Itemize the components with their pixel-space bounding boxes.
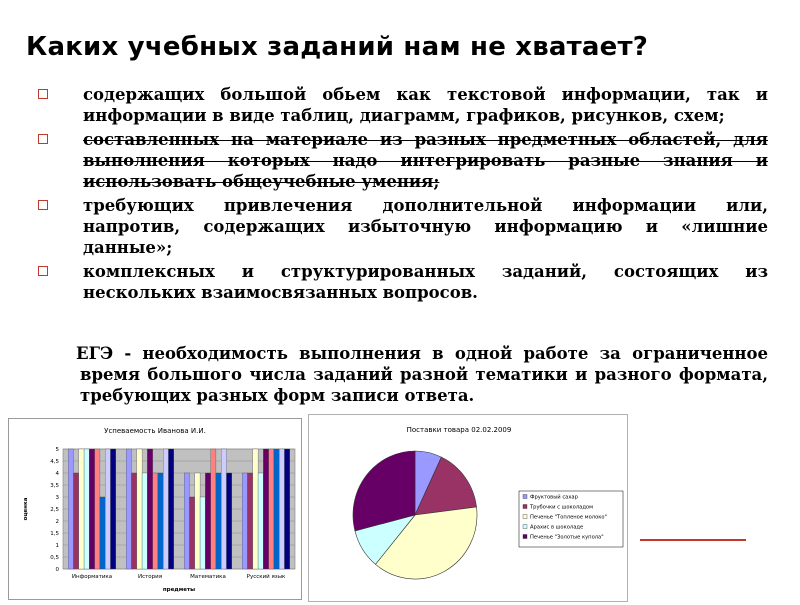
legend-label: Печенье "Золотые купола": [530, 534, 604, 541]
legend-label: Печенье "Топленое молоко": [530, 514, 607, 521]
bar: [147, 449, 152, 569]
bar: [184, 473, 189, 569]
bar: [68, 449, 73, 569]
square-bullet-icon: [38, 200, 48, 210]
bullet-list: [38, 84, 768, 306]
legend-swatch: [523, 535, 527, 539]
bar: [153, 473, 158, 569]
ege-note: ЕГЭ - необходимость выполнения в одной работе за ограниченное время большого числа заданий разной тематики и разного формата, требующих разных форм записи ответа.: [76, 344, 768, 405]
y-tick-label: 4,5: [50, 459, 59, 465]
bar: [195, 473, 200, 569]
bar-chart-panel: [8, 418, 302, 600]
y-axis-label: оценка: [23, 497, 29, 521]
bar: [200, 497, 205, 569]
slide-title: Каких учебных заданий нам не хватает?: [26, 32, 649, 62]
x-tick-label: Информатика: [71, 574, 113, 580]
y-tick-label: 2: [55, 519, 59, 525]
legend-swatch: [523, 495, 527, 499]
bar: [190, 497, 195, 569]
decorative-red-line: [640, 539, 746, 541]
bar-chart-title: Успеваемость Иванова И.И.: [104, 427, 206, 435]
bar: [110, 449, 115, 569]
y-tick-label: 3,5: [50, 483, 59, 489]
x-tick-label: Русский язык: [246, 574, 286, 580]
bar: [211, 449, 216, 569]
bar: [84, 449, 89, 569]
bullet-item: [38, 84, 768, 126]
x-axis-label: предметы: [162, 587, 196, 593]
square-bullet-icon: [38, 266, 48, 276]
y-tick-label: 0,5: [50, 555, 59, 561]
bar: [79, 449, 84, 569]
bar: [100, 497, 105, 569]
legend-label: Трубочки с шоколадом: [530, 504, 594, 511]
square-bullet-icon: [38, 134, 48, 144]
y-tick-label: 0: [55, 567, 59, 573]
bullet-text: содержащих большой обьем как текстовой информации, так и информации в виде таблиц, диаграмм, графиков, рисунков, схем;: [83, 85, 768, 125]
bar: [221, 449, 226, 569]
bar: [274, 449, 279, 569]
legend-swatch: [523, 505, 527, 509]
legend-swatch: [523, 525, 527, 529]
bar: [126, 449, 131, 569]
bar: [242, 473, 247, 569]
bar: [205, 473, 210, 569]
bar-chart: [9, 419, 301, 599]
legend-label: Арахис в шоколаде: [530, 524, 584, 531]
legend-swatch: [523, 515, 527, 519]
bar: [168, 449, 173, 569]
x-tick-label: Математика: [190, 574, 226, 580]
bar: [89, 449, 94, 569]
bar: [279, 449, 284, 569]
bar: [253, 449, 258, 569]
bullet-item: [38, 195, 768, 258]
y-tick-label: 2,5: [50, 507, 59, 513]
bar: [258, 473, 263, 569]
bar: [74, 473, 79, 569]
y-tick-label: 5: [55, 447, 59, 453]
y-tick-label: 1: [55, 543, 59, 549]
bar: [137, 449, 142, 569]
bullet-text: составленных на материале из разных предметных областей, для выполнения которых надо интегрировать разные знания и использовать общеучебные умения;: [83, 130, 768, 191]
legend-label: Фруктовый сахар: [530, 494, 578, 501]
bar: [226, 473, 231, 569]
bar: [105, 449, 110, 569]
bar: [158, 473, 163, 569]
pie-chart-title: Поставки товара 02.02.2009: [406, 426, 512, 434]
bar: [248, 473, 253, 569]
y-tick-label: 3: [55, 495, 59, 501]
y-tick-label: 1,5: [50, 531, 59, 537]
bullet-text: комплексных и структурированных заданий, состоящих из нескольких взаимосвязанных вопросов.: [83, 262, 768, 302]
pie-chart: [309, 415, 627, 601]
bar: [95, 449, 100, 569]
bullet-item: [38, 129, 768, 192]
bar: [216, 473, 221, 569]
bullet-item: [38, 261, 768, 303]
x-tick-label: История: [137, 574, 163, 580]
y-tick-label: 4: [55, 471, 59, 477]
bar: [263, 449, 268, 569]
bar: [142, 473, 147, 569]
bar: [132, 473, 137, 569]
bar: [284, 449, 289, 569]
bullet-text: требующих привлечения дополнительной информации или, напротив, содержащих избыточную информацию и «лишние данные»;: [83, 196, 768, 257]
square-bullet-icon: [38, 89, 48, 99]
bar: [163, 449, 168, 569]
bar: [269, 449, 274, 569]
pie-chart-panel: [308, 414, 628, 602]
